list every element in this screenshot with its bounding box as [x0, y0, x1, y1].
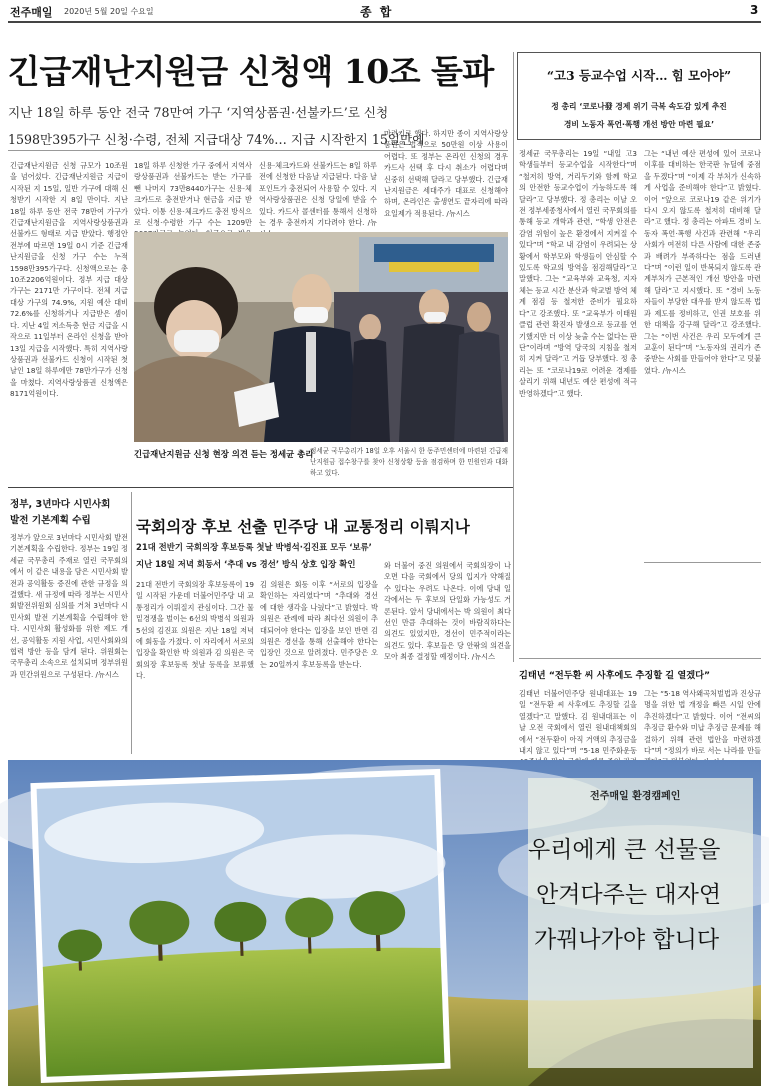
- right-top-col-b: 그는 “내년 예산 편성에 있어 코로나 이후를 대비하는 한국판 뉴딜에 중점을 두겠다”며 “이제 각 부처가 신속하게 사업을 준비해야 한다”고 밝혔다. 이어 “앞으로 코로나19 같은 위기가 다시 오지 않도록 철저히 대비해 달라”고 했다. 정 총리는 아파트 경비 노동자 폭언·폭행 사건과 관련해 “우리 사회가 여전히 다른 사람에 대한 존중과 배려가 부족하다는 점을 드러낸다”며 “이런 일이 반복되지 않도록 관계부처가 근본적인 개선 방안을 마련해 달라”고 지시했다. 또 “경비 노동자들이 부당한 대우를 받지 않도록 법과 제도를 정비하고, 인권 보호를 위한 대책을 강구해 달라”고 강조했다. 그는 “이번 사건은 우리 모두에게 큰 교훈이 된다”며 “노동자의 권리가 존중받는 사회를 만들어야 한다”고 덧붙였다. /뉴시스: [644, 149, 762, 375]
- mid-center-col-a: 21대 전반기 국회의장 후보등록이 19일 시작된 가운데 더불어민주당 내 교통정리가 이뤄질지 관심이다. 그간 물밑경쟁을 벌이는 6선의 박병석 의원과 5선의 김진표 의원은 지난 18일 저녁에 회동을 가졌다. 이 자리에서 서로의 입장을 확인한 박 의원과 김 의원은 국회의장 후보등록 첫날 등록을 보류했다.: [136, 580, 254, 681]
- masthead-page-number: 3: [750, 3, 759, 17]
- campaign-line-3: 가꿔나가야 합니다: [534, 927, 720, 953]
- mid-center-title: 국회의장 후보 선출 민주당 내 교통정리 이뤄지나: [136, 517, 470, 536]
- mid-left-title-2: 발전 기본계획 수립: [10, 515, 91, 526]
- mid-right-rule: [519, 658, 761, 659]
- mid-center-col-b: 김 의원은 회동 이후 “서로의 입장을 확인하는 자리였다”며 “추대와 경선에 대한 생각을 나눴다”고 밝혔다. 박 의원은 관례에 따라 최다선 의원이 추대되어야 한다는 입장을 보인 반면 김 의원은 경선을 통해 선출해야 한다는 입장인 것으로 알려졌다. 민주당은 오는 20일까지 후보등록을 받는다.: [260, 580, 378, 669]
- mid-center-sub-2: 지난 18일 저녁 회동서 ‘추대 vs 경선’ 방식 상호 입장 확인: [136, 559, 356, 569]
- masthead-paper-name: 전주매일: [10, 6, 53, 19]
- mid-right-col-a: 김태년 더불어민주당 원내대표는 19일 “전두환 씨 사후에도 추징할 길을 열겠다”고 말했다. 김 원내대표는 이날 오전 국회에서 열린 원내대책회의에서 “전두환이 아직 거액의 추징금을 내지 않고 있다”며 “5·18 민주화운동: [519, 689, 637, 756]
- masthead-rule: [8, 21, 761, 23]
- campaign-label: 전주매일 환경캠페인: [590, 791, 681, 802]
- lead-headline: 긴급재난지원금 신청액 10조 돌파: [8, 52, 494, 91]
- campaign-line-2: 안겨다주는 대자연: [536, 882, 722, 908]
- mid-row-rule: [8, 487, 513, 488]
- masthead-date: 2020년 5월 20일 수요일: [64, 7, 154, 16]
- mid-center-sub-1: 21대 전반기 국회의장 후보등록 첫날 박병석·김진표 모두 ‘보류’: [136, 542, 372, 552]
- masthead-section: 종 합: [360, 5, 394, 19]
- lead-photo: [134, 232, 508, 442]
- mid-right-title: 김태년 “전두환 씨 사후에도 추징할 길 열겠다”: [519, 670, 711, 681]
- mid-right-col-b: 그는 “5·18 역사왜곡처벌법과 진상규명을 위한 법 개정을 빠른 시일 안에 추진하겠다”고 밝혔다. 이어 “전씨의 추징금 환수와 미납 추징금 문제를 해결하기 위해 관련 법안을 마련하겠다”며 “정의가 바로 서는 나라를 만들: [644, 689, 761, 756]
- lead-photo-scene: [134, 232, 508, 442]
- lead-body-col-1: 긴급재난지원금 신청 규모가 10조원을 넘어섰다. 긴급재난지원금 지급이 시작된 지 15일, 일반 가구에 대해 신청받기 시작한 지 8일 만이다. 지난 18일 하루 동안 전국 78만여 가구가 긴급재난지원금을 지역사랑상품권과 선불카드 형태로 지급 받았다. 행정안전부에 따르면 19일 0시 기준 긴급재난지원금을 신청 가구 수는 누적 1598만395가구다. 신청액으로는 총 10조2206억원이다. 정부 지급 대상 가구는 2171만 가구이다. 전체 지급 대상 가구의 74.9%, 지원 예산 대비 72.6%를 신청하거나 지급받은 셈이다. 지난 4일 저소득층 현금 지급을 시작으로 11일부터 온라인 신청을 받아 13일 지급을 시작했다. 특히 지역사랑상품권과 선불카드 신청이 시작된 첫 날인 18일 하루에만 78만가구가 신청을 마쳤다. 지역사랑상품권 신청액은 8171억원이다.: [10, 161, 128, 399]
- lead-body-col-2: 18일 하루 신청한 가구 중에서 지역사랑상품권과 선불카드는 받는 가구를 뺀 나머지 73만8440가구는 신용·체크카드로 충전받거나 현금을 지급 받았다. 이통 신용·체크카드 충전 방식으로 신청·수령한 가구 수는 1209만: [134, 161, 252, 228]
- mid-left-body: 정부가 앞으로 3년마다 시민사회 발전 기본계획을 수립한다. 정부는 19일 정세균 국무총리 주재로 열린 국무회의에서 이 같은 내용을 담은 시민사회 발전과 공익활동 증진에 관한 규정을 의결했다. 새 규정에 따라 정부는 시민사회발전위원회 심의를 거쳐 3년마다 시민사회 발전 기본계획을 수립해야 한다. 시민사회 활성화를 위한 제도 개선, 공익활동 지원 사업, 시민사회와의 협력 방안 등을 담게 된다. 위원회는 국무총리 소속으로 설치되며 정부위원과 민간위원으로 구성된다. /뉴시스: [10, 533, 128, 679]
- mid-right-top-rule: [644, 562, 761, 563]
- masthead: [0, 0, 769, 22]
- lead-photo-caption-main: 긴급재난지원금 신청 현장 의견 듣는 정세균 총리: [134, 449, 314, 459]
- right-top-quote: “고3 등교수업 시작… 힘 모아야”: [546, 68, 732, 83]
- column-divider-right: [513, 52, 514, 662]
- lead-subhead-1: 지난 18일 하루 동안 전국 78만여 가구 ‘지역상품권·선불카드’로 신청: [8, 105, 389, 120]
- mid-left-divider: [131, 492, 132, 754]
- lead-photo-caption-side: 정세균 국무총리가 18일 오후 서울시 한 동주민센터에 마련된 긴급재난지원금 접수창구를 찾아 신청상황 등을 점검하며 한 민원인과 대화하고 있다.: [310, 447, 508, 477]
- mid-left-title: 정부, 3년마다 시민사회: [10, 499, 111, 510]
- right-top-sub-2: 경비 노동자 폭언·폭행 개선 방안 마련 필요’: [563, 120, 715, 129]
- right-top-sub-1: 정 총리 ‘코로나發 경제 위기 극복 속도감 있게 추진: [551, 102, 727, 111]
- right-top-col-a: 정세균 국무총리는 19일 “내일 고3 학생들부터 등교수업을 시작한다”며 “철저히 방역, 거리두기와 함께 학교의 안전한 등교수업이 가능하도록 해달라”고 당부했다. 정 총리는 이날 오전 정부세종청사에서 열린 국무회의를 통해 등교 개학과 관련, “학생 안전은 감염 위험이 높은 환경에서 지켜질 수 있다”며 “학교 내 감염이 우려되는 상황에서 학부모와 학생들이 안심할 수 있도록 학교의 방역을 점검해달라”고 말했다. 그는 “교육부와 교육청, 지자체는 등교 시간 분산과 학교별 방역 체계 점검 등 철저한 준비가 필요하다”고 강조했다. 또 “교육부가 이태원 클럽 관련 확진자 발생으로 등교를 연기했지만 더 이상 늦출 수는 없다는 판단”이라며 “방역 당국의 지침을 철저히 지켜 달라”고 거듭 당부했다. 정 총리는 또 “코로나19로 어려운 경제를 살리기 위해 내년도 예산 편성에 적극 반영하겠다”고 했다.: [519, 149, 637, 398]
- lead-body-col-3: 신용·체크카드와 선불카드는 8일 하루 전에 신청한 다음날 지급된다. 다음 날 포인트가 충전되어 사용할 수 있다. 지역사랑상품권은 신청 당일에 받을 수 있다. 카드사 콜센터를 통해서 신청하는 경우 충전까지 기다려야 한다. /뉴: [259, 161, 377, 228]
- lead-subhead-2: 1598만395가구 신청·수령, 전체 지급대상 74%… 지급 시작한지 15일만에: [8, 132, 425, 147]
- campaign-line-1: 우리에게 큰 선물을: [528, 837, 721, 863]
- lead-body-col-4: 마련키로 했다. 하지만 종이 지역사랑상품권은 법적으로 50만원 이상 사용이 어렵다. 또 정부는 온라인 신청의 경우 카드사 선택 후 다시 취소가 어렵다며 신중히 선택해 달라고 당부했다. 긴급재난지원금은 세대주가 대표로 신청해야 하며, 온라인은 출생연도 끝자리에 따라 요일제가 적용된다. /뉴시스: [384, 129, 508, 218]
- mid-center-col-c: 와 더불어 중진 의원에서 국회의장이 나오면 다음 국회에서 당의 입지가 약해질 수 있다는 우려도 나온다. 이에 당내 일각에서는 두 후보의 단일화 가능성도 거론된다. 앞서 당내에서는 박 의원이 최다선인 만큼 추대하는 것이 바람직하다는 의견도 있었지만, 경선이 민주적이라는 의견도 있다. 후보들은 당 안팎의 의견을 모아 최종 결정할 예정이다. /뉴시스: [384, 561, 511, 662]
